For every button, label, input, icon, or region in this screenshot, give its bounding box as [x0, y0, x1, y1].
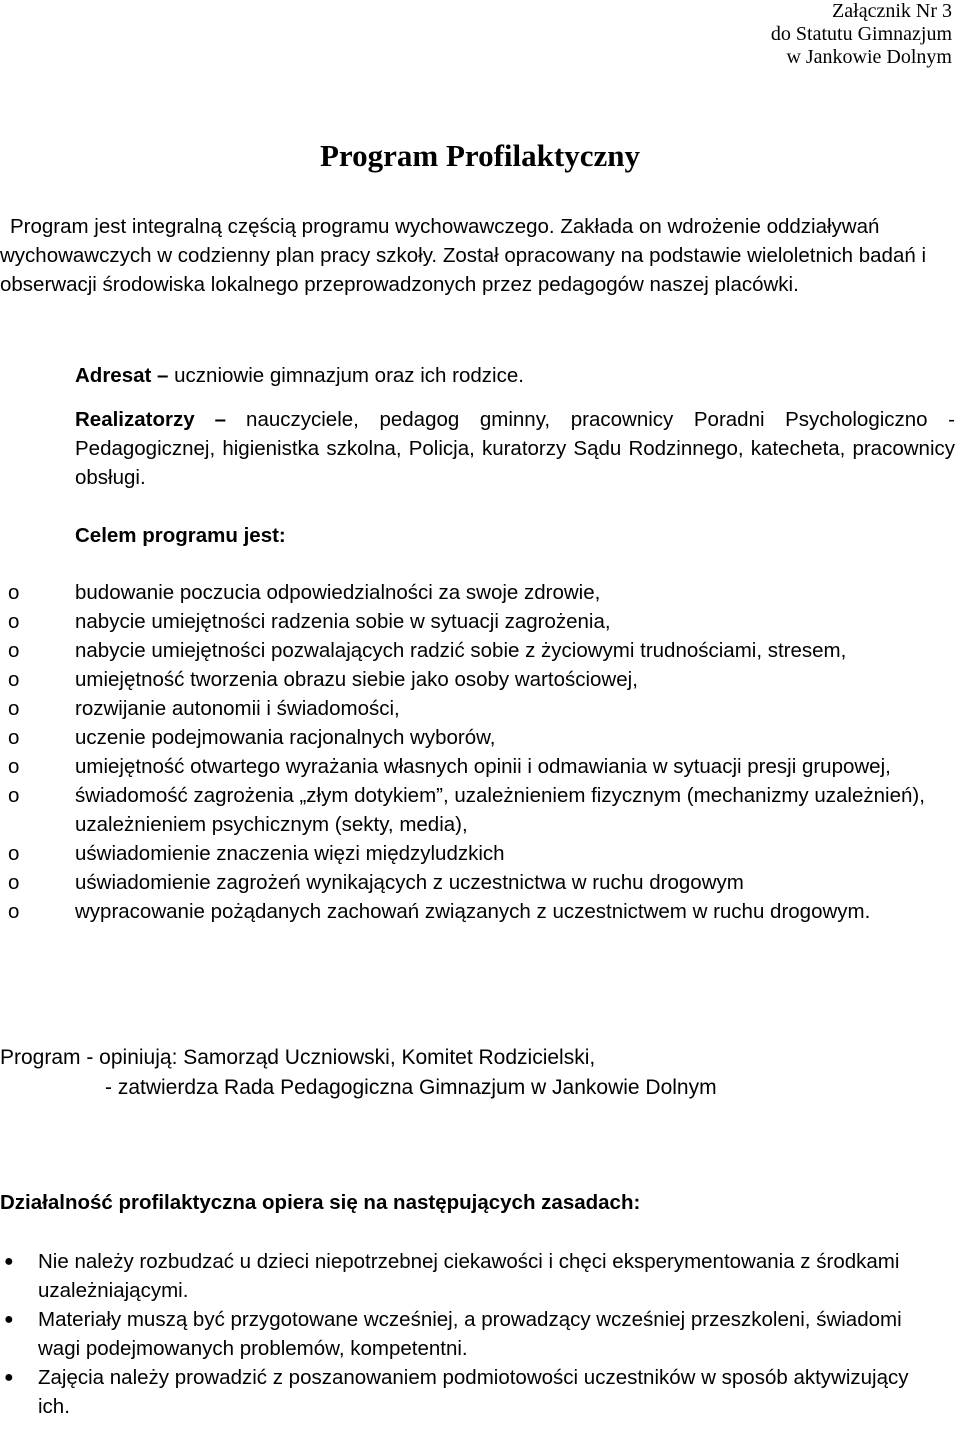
principles-list [0, 1247, 930, 1421]
goal-text: budowanie poczucia odpowiedzialności za swoje zdrowie, [75, 581, 601, 604]
list-item [0, 665, 930, 694]
list-item [0, 694, 930, 723]
principle-text: Zajęcia należy prowadzić z poszanowaniem podmiotowości uczestników w sposób aktywizujący ich. [38, 1366, 909, 1418]
goal-text: świadomość zagrożenia „złym dotykiem”, uzależnieniem fizycznym (mechanizmy uzależnień), uzależnieniem psychicznym (sekty, media), [75, 784, 925, 836]
adresat-text: uczniowie gimnazjum oraz ich rodzice. [174, 364, 524, 387]
realizatorzy-paragraph [75, 405, 955, 492]
goal-text: umiejętność otwartego wyrażania własnych opinii i odmawiania w sytuacji presji grupowej, [75, 755, 891, 778]
bullet-icon: ● [4, 1369, 14, 1386]
annex-line-1: Załącznik Nr 3 [832, 0, 952, 22]
principle-text: Nie należy rozbudzać u dzieci niepotrzebnej ciekawości i chęci eksperymentowania z środkami uzależniającymi. [38, 1250, 900, 1302]
goal-text: uświadomienie zagrożeń wynikających z uczestnictwa w ruchu drogowym [75, 871, 744, 894]
goal-text: nabycie umiejętności pozwalających radzić sobie z życiowymi trudnościami, stresem, [75, 639, 847, 662]
list-item [0, 752, 930, 781]
bullet-icon: ● [4, 1253, 14, 1270]
adresat-label: Adresat [75, 364, 152, 387]
list-item [0, 723, 930, 752]
list-item [0, 636, 930, 665]
program-approval-line: - zatwierdza Rada Pedagogiczna Gimnazjum w Jankowie Dolnym [105, 1076, 717, 1099]
list-item [0, 839, 930, 868]
principle-text: Materiały muszą być przygotowane wcześniej, a prowadzący wcześniej przeszkoleni, świadomi wagi podejmowanych problemów, kompetentni. [38, 1308, 902, 1360]
realizatorzy-label: Realizatorzy [75, 408, 195, 431]
realizatorzy-dash: – [214, 408, 227, 431]
circle-bullet-icon: o [8, 784, 20, 807]
circle-bullet-icon: o [8, 697, 20, 720]
adresat-line [75, 361, 524, 390]
bullet-icon: ● [4, 1311, 14, 1328]
circle-bullet-icon: o [8, 581, 20, 604]
circle-bullet-icon: o [8, 639, 20, 662]
goal-text: umiejętność tworzenia obrazu siebie jako osoby wartościowej, [75, 668, 638, 691]
realizatorzy-text: nauczyciele, pedagog gminny, pracownicy Poradni Psychologiczno - Pedagogicznej, higienistka szkolna, Policja, kuratorzy Sądu Rodzinnego, katecheta, pracownicy obsługi. [75, 408, 955, 489]
goal-text: uczenie podejmowania racjonalnych wyborów, [75, 726, 496, 749]
list-item [0, 897, 930, 926]
list-item [0, 1363, 930, 1421]
circle-bullet-icon: o [8, 842, 20, 865]
goal-text: rozwijanie autonomii i świadomości, [75, 697, 400, 720]
circle-bullet-icon: o [8, 726, 20, 749]
list-item [0, 578, 930, 607]
principles-heading: Działalność profilaktyczna opiera się na następujących zasadach: [0, 1191, 641, 1214]
circle-bullet-icon: o [8, 900, 20, 923]
intro-paragraph: Program jest integralną częścią programu wychowawczego. Zakłada on wdrożenie oddziaływań wychowawczych w codzienny plan pracy szkoły. Został opracowany na podstawie wieloletnich badań i obserwacji środowiska lokalnego przeprowadzonych przez pedagogów naszej placówki. [0, 215, 927, 296]
goals-list [0, 578, 930, 926]
list-item [0, 781, 930, 839]
list-item [0, 1247, 930, 1305]
goal-text: nabycie umiejętności radzenia sobie w sytuacji zagrożenia, [75, 610, 611, 633]
circle-bullet-icon: o [8, 610, 20, 633]
annex-line-2: do Statutu Gimnazjum [770, 23, 952, 45]
circle-bullet-icon: o [8, 668, 20, 691]
program-approval [0, 1043, 717, 1103]
program-opinion-line: Program - opiniują: Samorząd Uczniowski, Komitet Rodzicielski, [0, 1046, 596, 1069]
annex-line-3: w Jankowie Dolnym [786, 46, 952, 68]
list-item [0, 868, 930, 897]
goal-text: uświadomienie znaczenia więzi międzyludzkich [75, 842, 505, 865]
goal-text: wypracowanie pożądanych zachowań związanych z uczestnictwem w ruchu drogowym. [75, 900, 871, 923]
adresat-dash: – [157, 364, 169, 387]
annex-header [771, 0, 952, 69]
list-item [0, 1305, 930, 1363]
circle-bullet-icon: o [8, 871, 20, 894]
page-title: Program Profilaktyczny [320, 138, 640, 173]
circle-bullet-icon: o [8, 755, 20, 778]
goals-heading: Celem programu jest: [75, 524, 286, 547]
list-item [0, 607, 930, 636]
